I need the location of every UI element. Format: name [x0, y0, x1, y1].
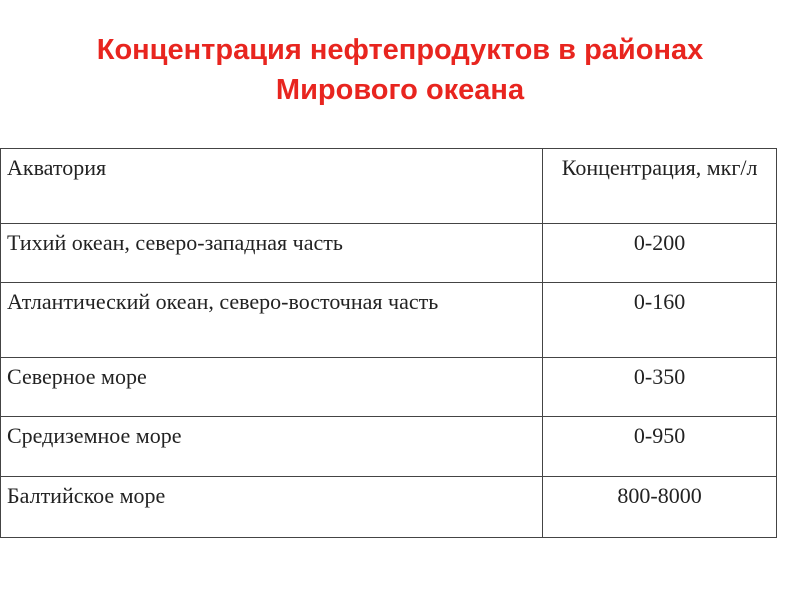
table-row [1, 358, 777, 417]
slide-title-line-2: Мирового океана [275, 74, 525, 106]
area-cell: Атлантический океан, северо-восточная часть [1, 283, 543, 358]
concentration-cell: 0-950 [543, 417, 777, 477]
header-area: Акватория [1, 149, 543, 224]
table-row [1, 224, 777, 283]
concentration-table [0, 148, 777, 538]
concentration-cell: 800-8000 [543, 477, 777, 538]
concentration-cell: 0-200 [543, 224, 777, 283]
area-cell: Тихий океан, северо-западная часть [1, 224, 543, 283]
concentration-cell: 0-350 [543, 358, 777, 417]
table-header-row [1, 149, 777, 224]
header-concentration: Концентрация, мкг/л [543, 149, 777, 224]
slide-title [0, 30, 800, 110]
table-row [1, 477, 777, 538]
concentration-cell: 0-160 [543, 283, 777, 358]
area-cell: Северное море [1, 358, 543, 417]
table-row [1, 283, 777, 358]
area-cell: Балтийское море [1, 477, 543, 538]
area-cell: Средиземное море [1, 417, 543, 477]
table-row [1, 417, 777, 477]
slide-title-line-1: Концентрация нефтепродуктов в районах [96, 34, 704, 66]
